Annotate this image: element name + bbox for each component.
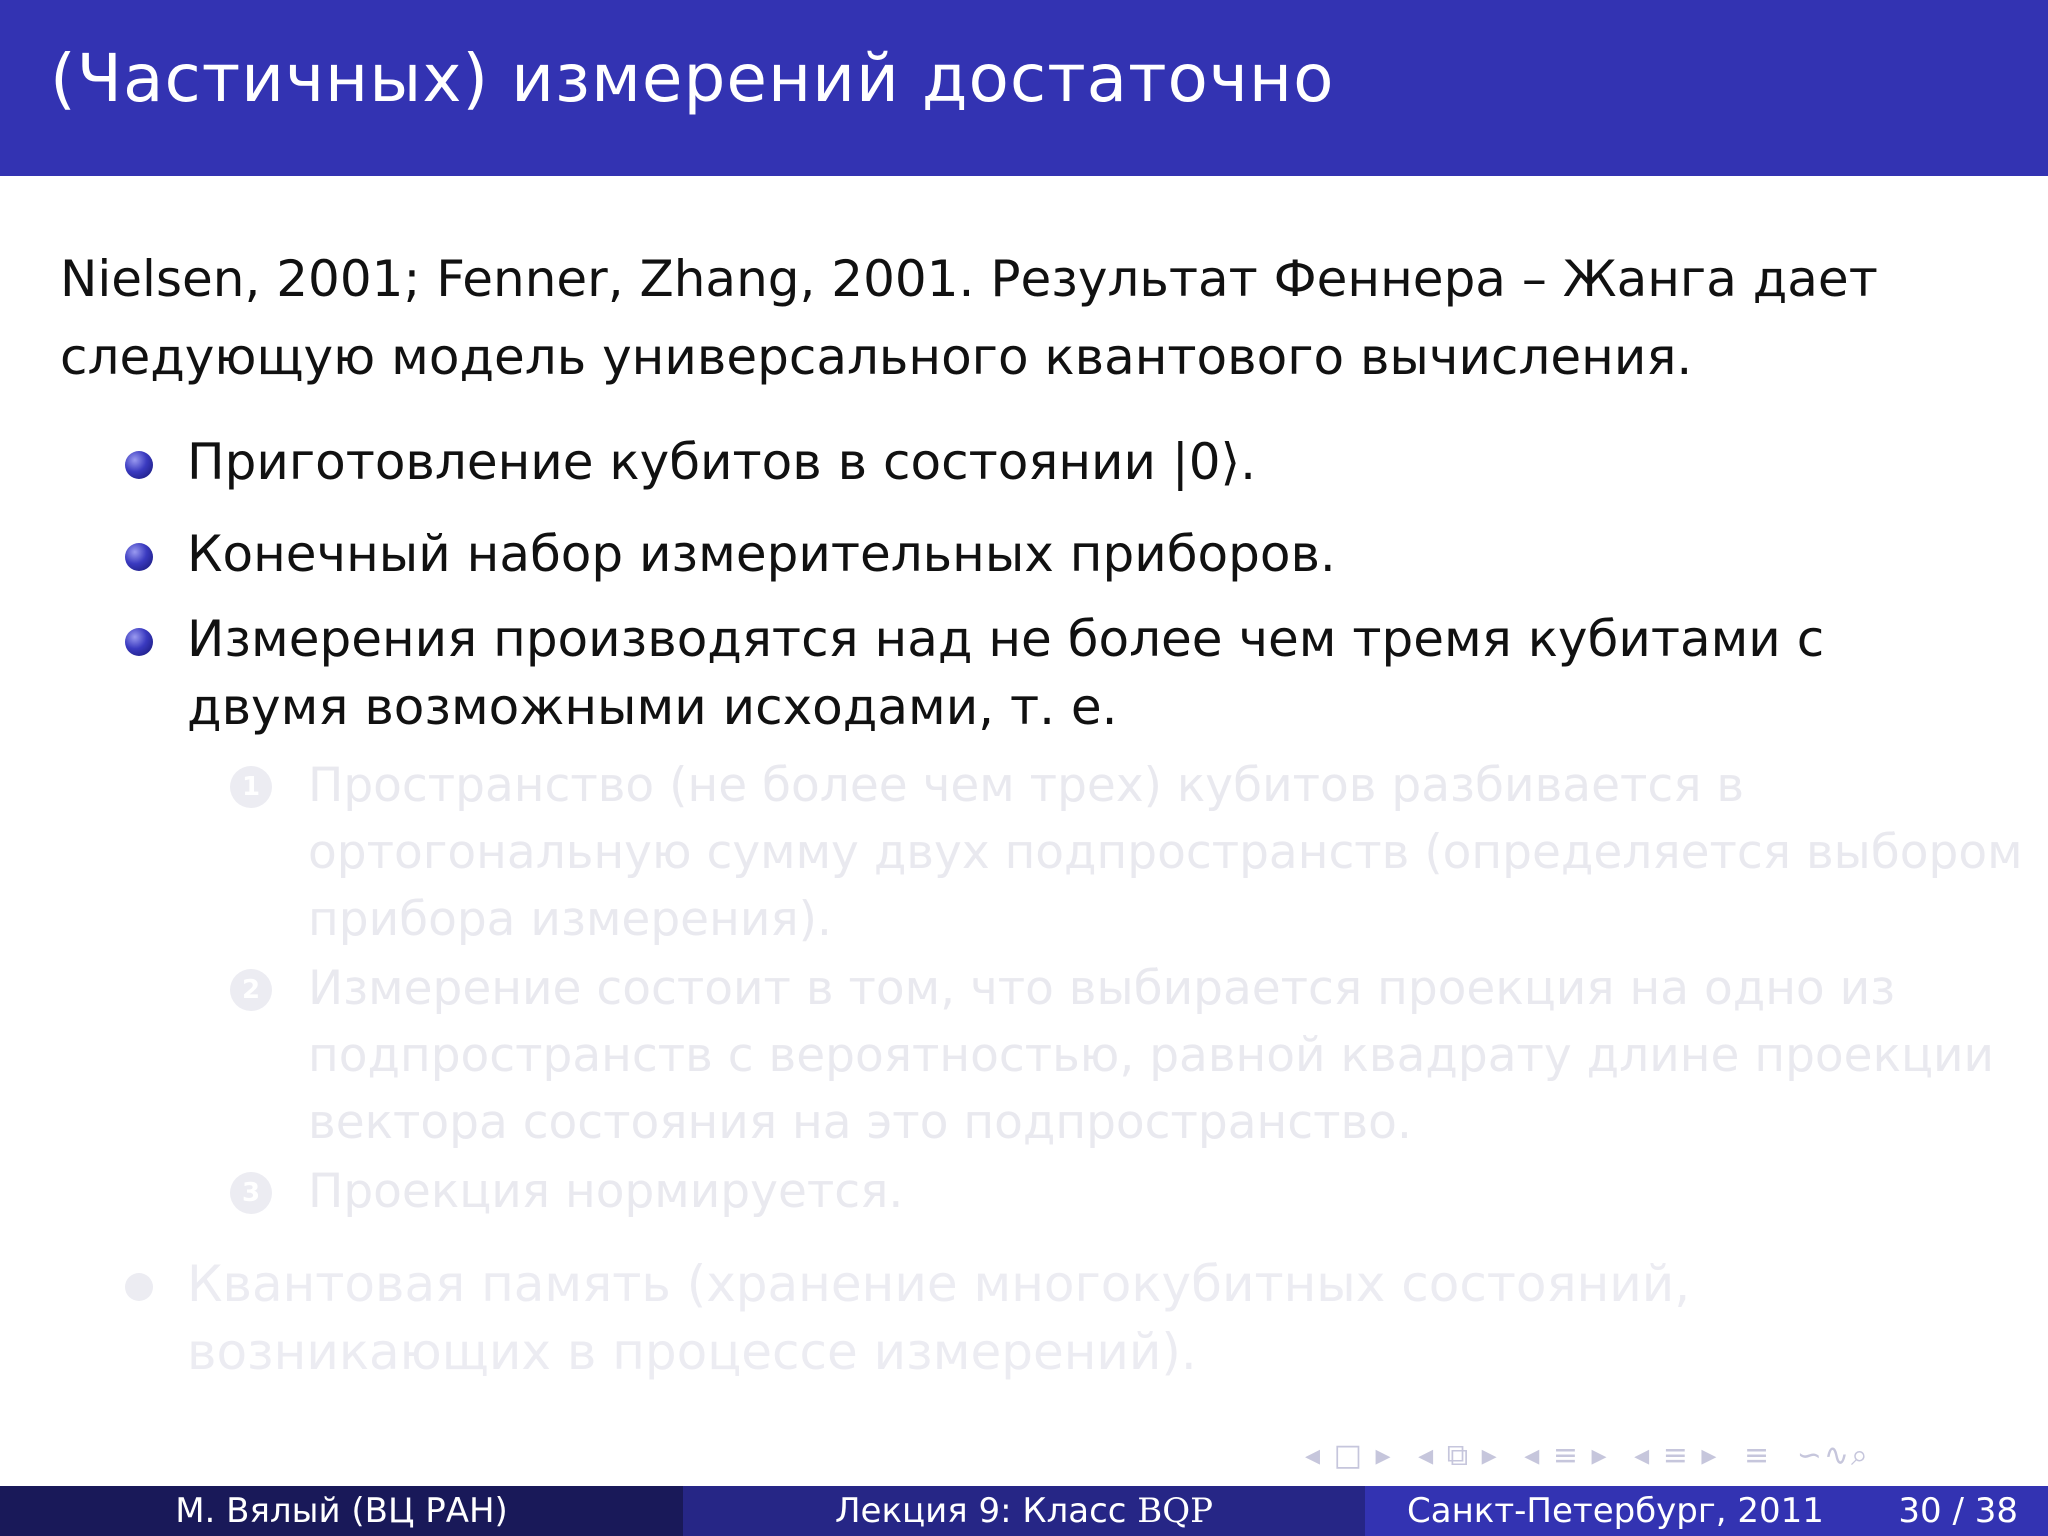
beamer-navigation-bar: [1305, 1438, 1884, 1474]
nav-subsection-icon[interactable]: ◂ ⧉ ▸: [1418, 1438, 1499, 1473]
nav-search-icon[interactable]: ∽∿⌕: [1796, 1438, 1870, 1473]
enum-number-badge: 1: [230, 766, 272, 808]
nav-align-icon[interactable]: ≡: [1744, 1438, 1772, 1473]
enum-text: Проекция нормируется.: [308, 1164, 904, 1219]
bullet-dot-icon: [125, 628, 153, 656]
enum-text: Измерение состоит в том, что выбирается проекция на одно из: [308, 961, 1896, 1016]
bullet-dot-icon: [125, 543, 153, 571]
nav-section-icon[interactable]: ◂ ≡ ▸: [1524, 1438, 1609, 1473]
enum-text: вектора состояния на это подпространство.: [308, 1095, 1412, 1150]
footer-page-number: 30 / 38: [1898, 1491, 2018, 1531]
bullet-text: Измерения производятся над не более чем тремя кубитами с: [187, 610, 1825, 668]
bullet-text: Конечный набор измерительных приборов.: [187, 525, 1336, 583]
enum-text: прибора измерения).: [308, 892, 832, 947]
bullet-dot-icon: [125, 451, 153, 479]
slide-header: [0, 0, 2048, 176]
slide-footer: [0, 1486, 2048, 1536]
bullet-text: Приготовление кубитов в состоянии |0⟩.: [187, 433, 1256, 491]
footer-place: Санкт-Петербург, 2011: [1407, 1491, 1824, 1531]
enum-number-badge: 2: [230, 969, 272, 1011]
bullet-text: Квантовая память (хранение многокубитных состояний,: [187, 1255, 1691, 1313]
intro-line: следующую модель универсального квантового вычисления.: [60, 328, 1693, 386]
enum-text: Пространство (не более чем трех) кубитов разбивается в: [308, 758, 1745, 813]
nav-doc-icon[interactable]: ◂ ≡ ▸: [1634, 1438, 1719, 1473]
nav-frame-icon[interactable]: ◂ □ ▸: [1305, 1438, 1393, 1473]
intro-paragraph: [60, 240, 1960, 396]
footer-lecture-class: BQP: [1137, 1491, 1214, 1531]
intro-line: Nielsen, 2001; Fenner, Zhang, 2001. Результат Феннера – Жанга дает: [60, 250, 1878, 308]
enum-text: подпространств с вероятностью, равной квадрату длине проекции: [308, 1028, 1995, 1083]
footer-author: [0, 1486, 683, 1536]
bullet-dot-icon: [125, 1273, 153, 1301]
bullet-text: двумя возможными исходами, т. е.: [187, 678, 1118, 736]
enum-number-badge: 3: [230, 1172, 272, 1214]
enum-text: ортогональную сумму двух подпространств (определяется выбором: [308, 825, 2023, 880]
slide-title: (Частичных) измерений достаточно: [50, 40, 1335, 117]
footer-lecture-text: Лекция 9: Класс: [834, 1491, 1138, 1531]
bullet-text: возникающих в процессе измерений).: [187, 1323, 1197, 1381]
footer-author-text: М. Вялый (ВЦ РАН): [175, 1491, 508, 1531]
footer-lecture: [683, 1486, 1365, 1536]
footer-place-page: [1365, 1486, 2048, 1536]
